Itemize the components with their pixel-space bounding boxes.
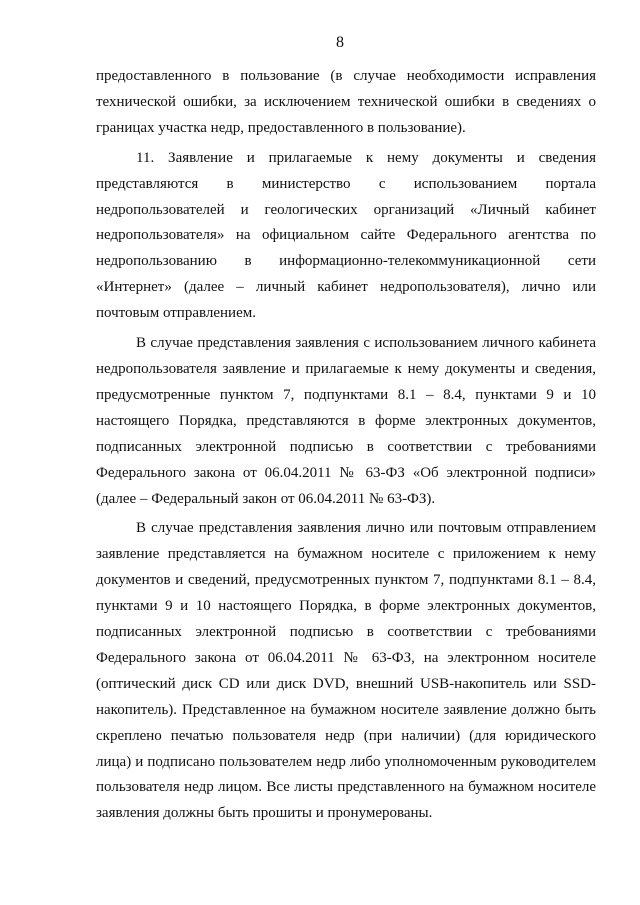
document-body (96, 64, 596, 827)
paragraph-electronic-submission: В случае представления заявления с использованием личного кабинета недропользователя заявление и прилагаемые к нему документы и сведения, предусмотренные пунктом 7, подпунктами 8.1 – 8.4, пунктами 9 и 10 настоящего Порядка, представляются в форме электронных документов, подписанных электронной подписью в соответствии с требованиями Федерального закона от 06.04.2011 № 63-ФЗ «Об электронной подписи» (далее – Федеральный закон от 06.04.2011 № 63-ФЗ). (96, 335, 596, 507)
paragraph-item-11: 11. Заявление и прилагаемые к нему документы и сведения представляются в министерство с использованием портала недропользователей и геологических организаций «Личный кабинет недропользователя» на официальном сайте Федерального агентства по недропользованию в информационно-телекоммуникационной сети «Интернет» (далее – личный кабинет недропользователя), лично или почтовым отправлением. (96, 149, 596, 322)
paragraph-continuation: предоставленного в пользование (в случае необходимости исправления технической ошибки, за исключением технической ошибки в сведениях о границах участка недр, предоставленного в пользование). (96, 68, 596, 136)
page-number: 8 (336, 34, 344, 51)
paragraph-paper-submission: В случае представления заявления лично или почтовым отправлением заявление представляется на бумажном носителе с приложением к нему документов и сведений, предусмотренных пунктом 7, подпунктами 8.1 – 8.4, пунктами 9 и 10 настоящего Порядка, в форме электронных документов, подписанных электронной подписью в соответствии с требованиями Федерального закона от 06.04.2011 № 63-ФЗ, на электронном носителе (оптический диск CD или диск DVD, внешний USB-накопитель или SSD-накопитель). Представленное на бумажном носителе заявление должно быть скреплено печатью пользователя недр (при наличии) (для юридического лица) и подписано пользователем недр либо уполномоченным руководителем пользователя недр лицом. Все листы представленного на бумажном носителе заявления должны быть прошиты и пронумерованы. (96, 520, 596, 822)
